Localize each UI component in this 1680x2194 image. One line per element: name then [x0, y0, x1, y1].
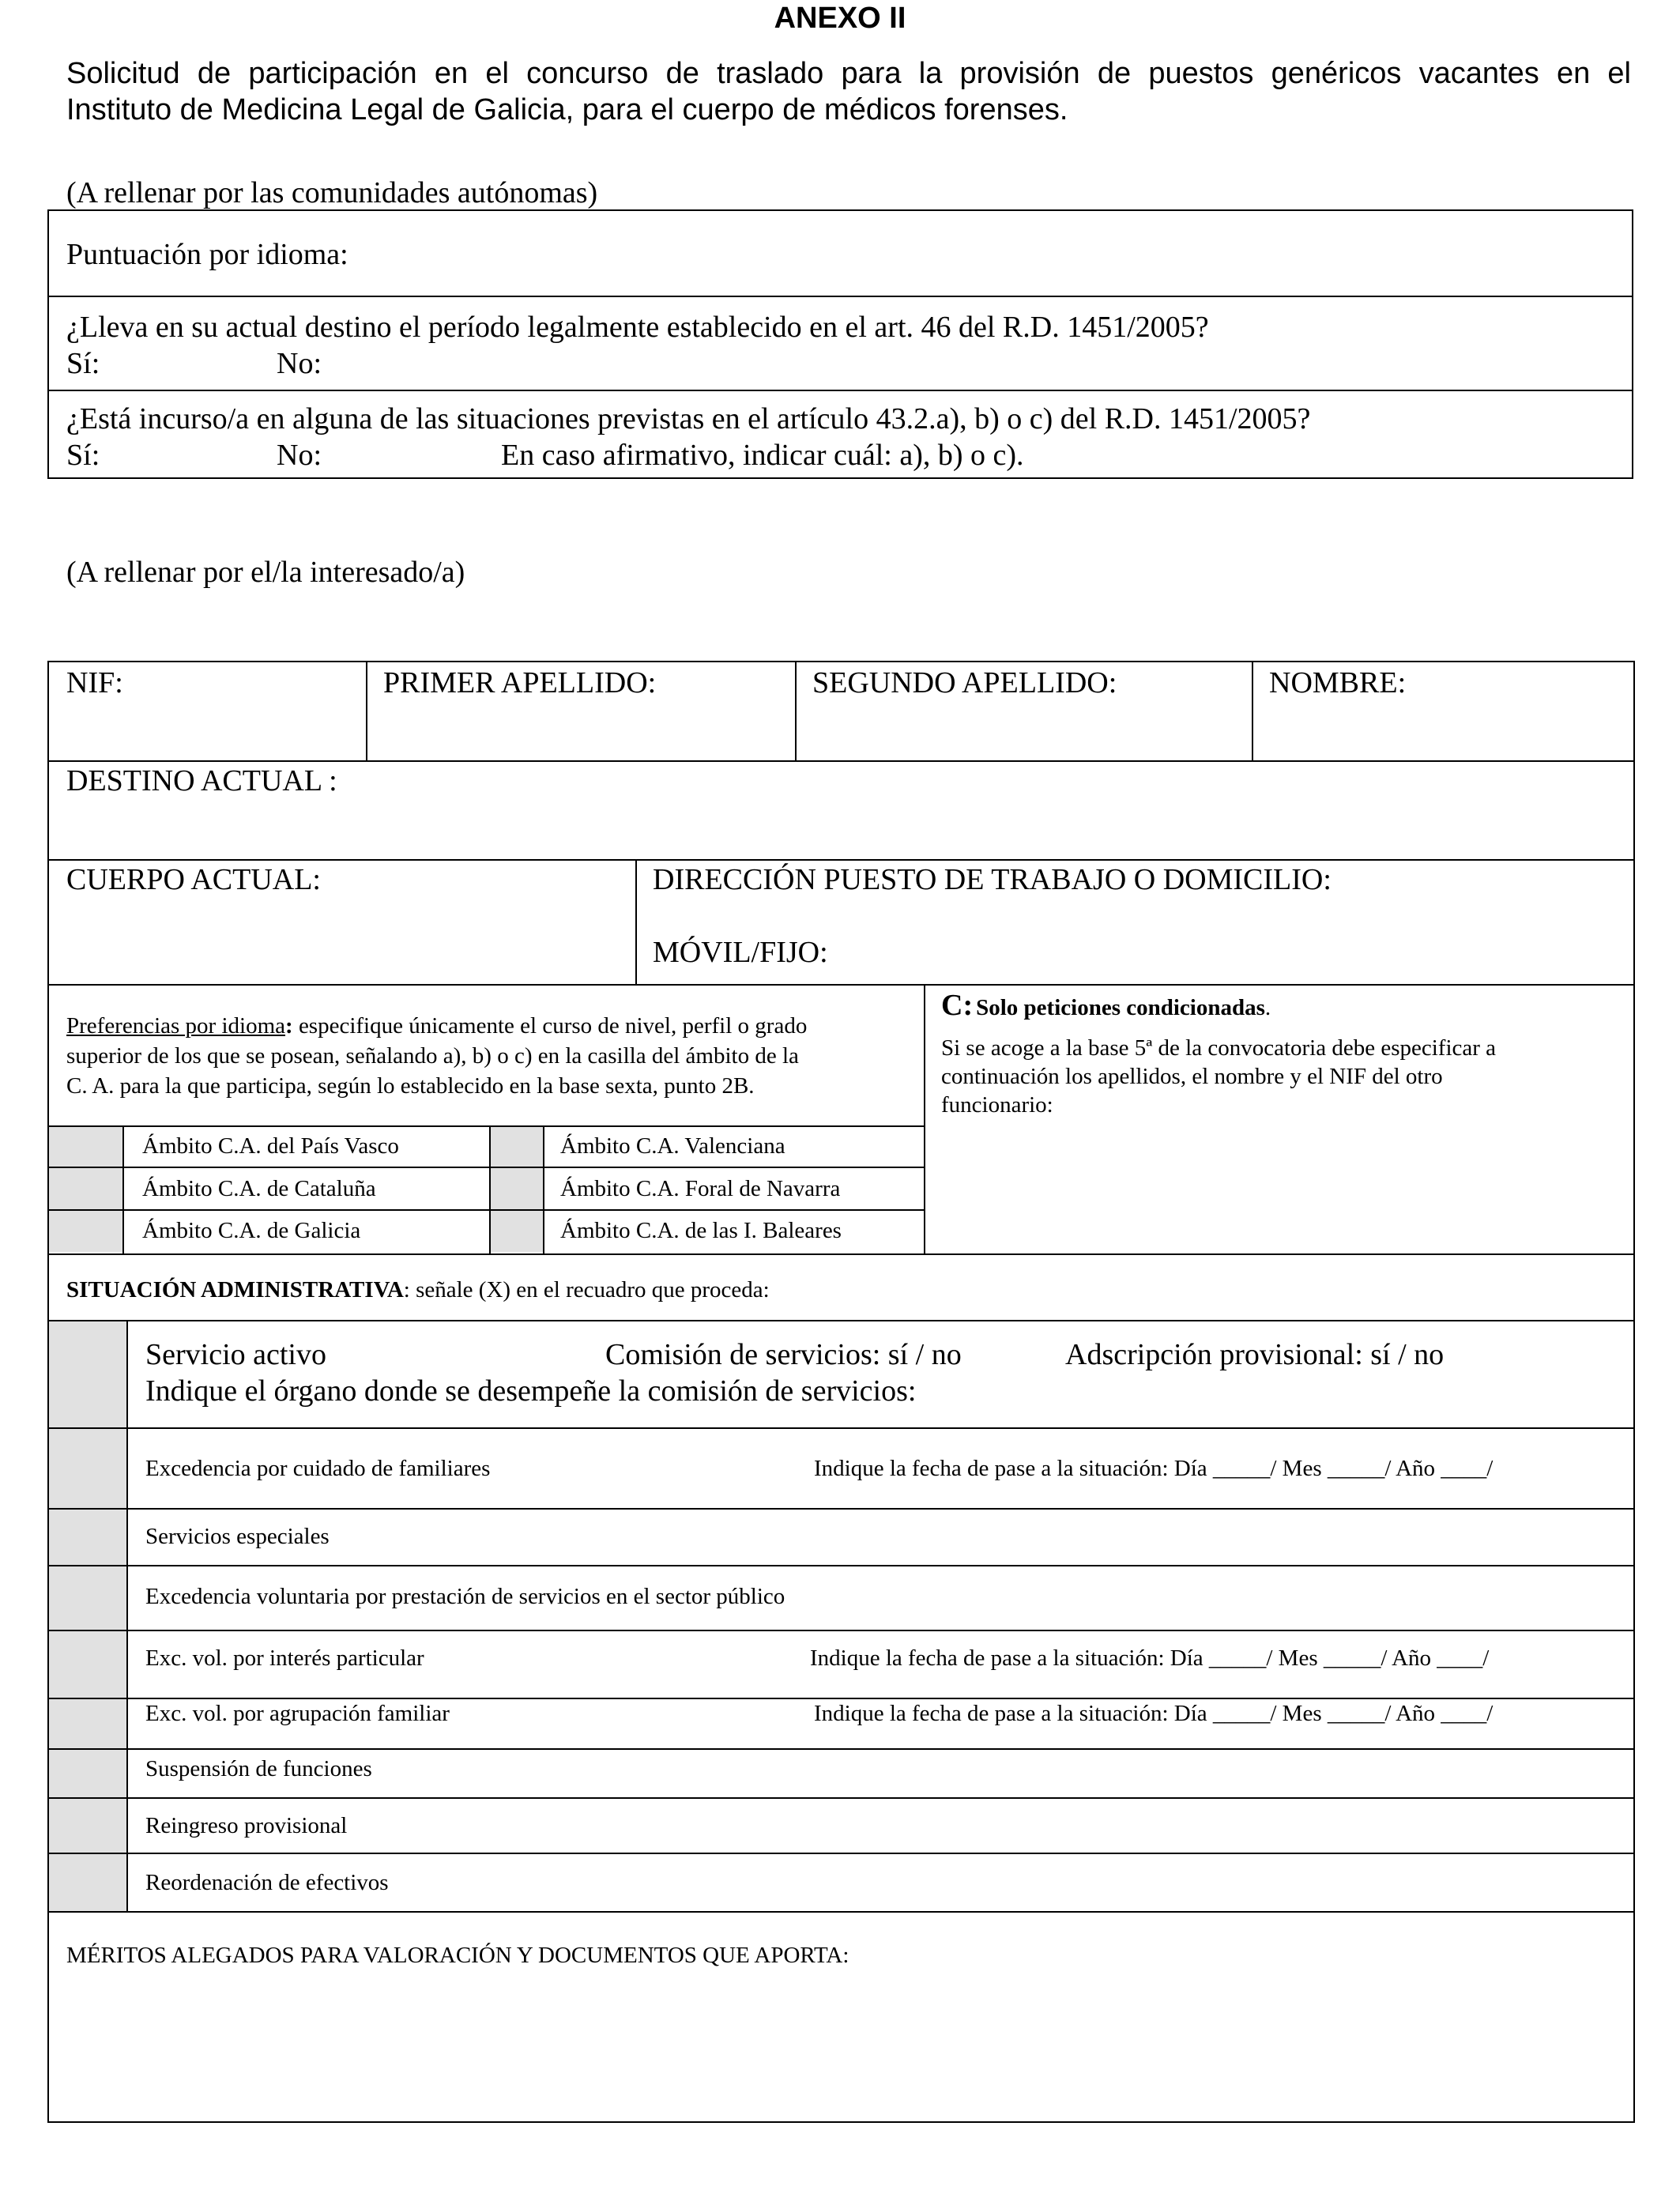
preferencias-line-2: superior de los que se posean, señalando a), b) o c) en la casilla del ámbito de la — [66, 1043, 799, 1069]
preferencias-colon: : — [285, 1013, 293, 1039]
condicionadas-letter: C: — [941, 989, 974, 1022]
segundo-apellido-field[interactable]: SEGUNDO APELLIDO: — [812, 666, 1117, 699]
situacion-row-divider — [47, 1427, 1635, 1429]
excedencia-sector-publico-label: Excedencia voluntaria por prestación de servicios en el sector público — [145, 1584, 785, 1609]
periodo-si-label: Sí: — [66, 347, 100, 380]
row-divider — [47, 1253, 1635, 1255]
question-periodo: ¿Lleva en su actual destino el período legalmente establecido en el art. 46 del R.D. 1451/2005? — [66, 311, 1209, 344]
situacion-row-divider — [47, 1797, 1635, 1799]
ambito-checkbox-cataluna[interactable] — [49, 1168, 122, 1209]
ambito-valenciana: Ámbito C.A. Valenciana — [560, 1133, 785, 1159]
condicionadas-title: Solo peticiones condicionadas — [976, 995, 1265, 1020]
situacion-checkbox-interes-particular[interactable] — [49, 1631, 126, 1698]
nif-field[interactable]: NIF: — [66, 666, 123, 699]
ambito-checkbox-navarra[interactable] — [491, 1168, 543, 1209]
situacion-checkbox-agrupacion-familiar[interactable] — [49, 1699, 126, 1748]
direccion-field[interactable]: DIRECCIÓN PUESTO DE TRABAJO O DOMICILIO: — [653, 863, 1332, 896]
ambito-row-divider — [47, 1167, 924, 1168]
ambito-checkbox-pais-vasco[interactable] — [49, 1127, 122, 1167]
incurso-no-label: No: — [277, 439, 322, 472]
interes-particular-label: Exc. vol. por interés particular — [145, 1646, 424, 1671]
situacion-heading — [66, 1276, 770, 1304]
situacion-checkbox-reordenacion[interactable] — [49, 1854, 126, 1911]
situacion-instruction: : señale (X) en el recuadro que proceda: — [403, 1277, 770, 1302]
situacion-row-divider — [47, 1911, 1635, 1913]
row-divider — [47, 1320, 1635, 1321]
reingreso-provisional-label: Reingreso provisional — [145, 1813, 348, 1838]
fecha-pase-cuidado[interactable]: Indique la fecha de pase a la situación: Día _____/ Mes _____/ Año ____/ — [814, 1456, 1494, 1481]
movil-fijo-field[interactable]: MÓVIL/FIJO: — [653, 936, 828, 969]
ccaa-divider-2 — [47, 390, 1633, 391]
condicionadas-dot: . — [1264, 995, 1271, 1020]
situacion-row-divider — [47, 1565, 1635, 1566]
ambito-checkbox-baleares[interactable] — [491, 1211, 543, 1252]
condicionadas-line-2: continuación los apellidos, el nombre y el NIF del otro — [941, 1064, 1443, 1089]
situacion-row-divider — [47, 1748, 1635, 1750]
preferencias-line-1 — [66, 1012, 807, 1040]
col-divider — [635, 859, 637, 984]
situacion-title: SITUACIÓN ADMINISTRATIVA — [66, 1277, 404, 1302]
servicio-activo-label: Servicio activo — [145, 1338, 326, 1371]
ccaa-caption: (A rellenar por las comunidades autónomas) — [66, 176, 598, 209]
situacion-row-divider — [47, 1508, 1635, 1510]
col-divider — [366, 661, 367, 760]
intro-line-1: Solicitud de participación en el concurso de traslado para la provisión de puestos genéricos vacantes en el — [66, 57, 1631, 90]
ambito-grid-top — [47, 1125, 924, 1127]
cuerpo-actual-field[interactable]: CUERPO ACTUAL: — [66, 863, 321, 896]
ambito-cataluna: Ámbito C.A. de Cataluña — [142, 1176, 376, 1201]
suspension-funciones-label: Suspensión de funciones — [145, 1756, 372, 1781]
comision-servicios-label: Comisión de servicios: sí / no — [605, 1338, 962, 1371]
row-divider — [47, 859, 1635, 861]
fecha-pase-agrupacion-familiar[interactable]: Indique la fecha de pase a la situación: Día _____/ Mes _____/ Año ____/ — [814, 1701, 1494, 1726]
preferencias-text-1: especifique únicamente el curso de nivel, perfil o grado — [292, 1013, 808, 1039]
excedencia-cuidado-label: Excedencia por cuidado de familiares — [145, 1456, 491, 1481]
preferencias-title: Preferencias por idioma — [66, 1013, 286, 1039]
col-divider — [795, 661, 797, 760]
ambito-col-divider — [489, 1125, 491, 1253]
situacion-checkbox-reingreso[interactable] — [49, 1799, 126, 1853]
ambito-checkbox-valenciana[interactable] — [491, 1127, 543, 1167]
preferencias-line-3: C. A. para la que participa, según lo establecido en la base sexta, punto 2B. — [66, 1073, 755, 1099]
ambito-pais-vasco: Ámbito C.A. del País Vasco — [142, 1133, 399, 1159]
situacion-row-divider — [47, 1853, 1635, 1854]
situacion-checkbox-excedencia-sector-publico[interactable] — [49, 1566, 126, 1630]
ambito-navarra: Ámbito C.A. Foral de Navarra — [560, 1176, 841, 1201]
organo-comision-label: Indique el órgano donde se desempeñe la comisión de servicios: — [145, 1374, 917, 1408]
row-divider — [47, 760, 1635, 762]
nombre-field[interactable]: NOMBRE: — [1269, 666, 1407, 699]
incurso-si-label: Sí: — [66, 439, 100, 472]
condicionadas-line-3: funcionario: — [941, 1092, 1053, 1118]
agrupacion-familiar-label: Exc. vol. por agrupación familiar — [145, 1701, 450, 1726]
ambito-row-divider — [47, 1209, 924, 1211]
situacion-checkbox-servicio-activo[interactable] — [49, 1321, 126, 1427]
ambito-col-divider — [122, 1125, 124, 1253]
situacion-col-divider — [126, 1320, 128, 1913]
servicios-especiales-label: Servicios especiales — [145, 1524, 330, 1549]
ambito-col-divider — [543, 1125, 544, 1253]
puntuacion-label: Puntuación por idioma: — [66, 238, 348, 271]
col-divider — [924, 984, 925, 1253]
condicionadas-line-1: Si se acoge a la base 5ª de la convocatoria debe especificar a — [941, 1035, 1497, 1061]
situacion-row-divider — [47, 1630, 1635, 1631]
ccaa-divider-1 — [47, 296, 1633, 297]
primer-apellido-field[interactable]: PRIMER APELLIDO: — [383, 666, 657, 699]
condicionadas-heading — [941, 988, 1271, 1029]
destino-actual-field[interactable]: DESTINO ACTUAL : — [66, 764, 337, 797]
incurso-afirmativo-label: En caso afirmativo, indicar cuál: a), b) o c). — [501, 439, 1024, 472]
row-divider — [47, 984, 1635, 986]
situacion-checkbox-excedencia-cuidado[interactable] — [49, 1429, 126, 1508]
situacion-checkbox-servicios-especiales[interactable] — [49, 1510, 126, 1565]
ambito-baleares: Ámbito C.A. de las I. Baleares — [560, 1218, 842, 1243]
fecha-pase-interes-particular[interactable]: Indique la fecha de pase a la situación: Día _____/ Mes _____/ Año ____/ — [810, 1646, 1490, 1671]
adscripcion-provisional-label: Adscripción provisional: sí / no — [1065, 1338, 1445, 1371]
meritos-field[interactable]: MÉRITOS ALEGADOS PARA VALORACIÓN Y DOCUMENTOS QUE APORTA: — [66, 1943, 849, 1968]
ambito-galicia: Ámbito C.A. de Galicia — [142, 1218, 361, 1243]
question-incurso: ¿Está incurso/a en alguna de las situaciones previstas en el artículo 43.2.a), b) o c) del R.D. 1451/2005? — [66, 402, 1311, 435]
annex-title: ANEXO II — [774, 2, 906, 35]
col-divider — [1252, 661, 1253, 760]
intro-line-2: Instituto de Medicina Legal de Galicia, para el cuerpo de médicos forenses. — [66, 93, 1068, 126]
situacion-checkbox-suspension[interactable] — [49, 1750, 126, 1797]
ambito-checkbox-galicia[interactable] — [49, 1211, 122, 1252]
reordenacion-efectivos-label: Reordenación de efectivos — [145, 1870, 389, 1895]
interesado-caption: (A rellenar por el/la interesado/a) — [66, 556, 465, 589]
periodo-no-label: No: — [277, 347, 322, 380]
